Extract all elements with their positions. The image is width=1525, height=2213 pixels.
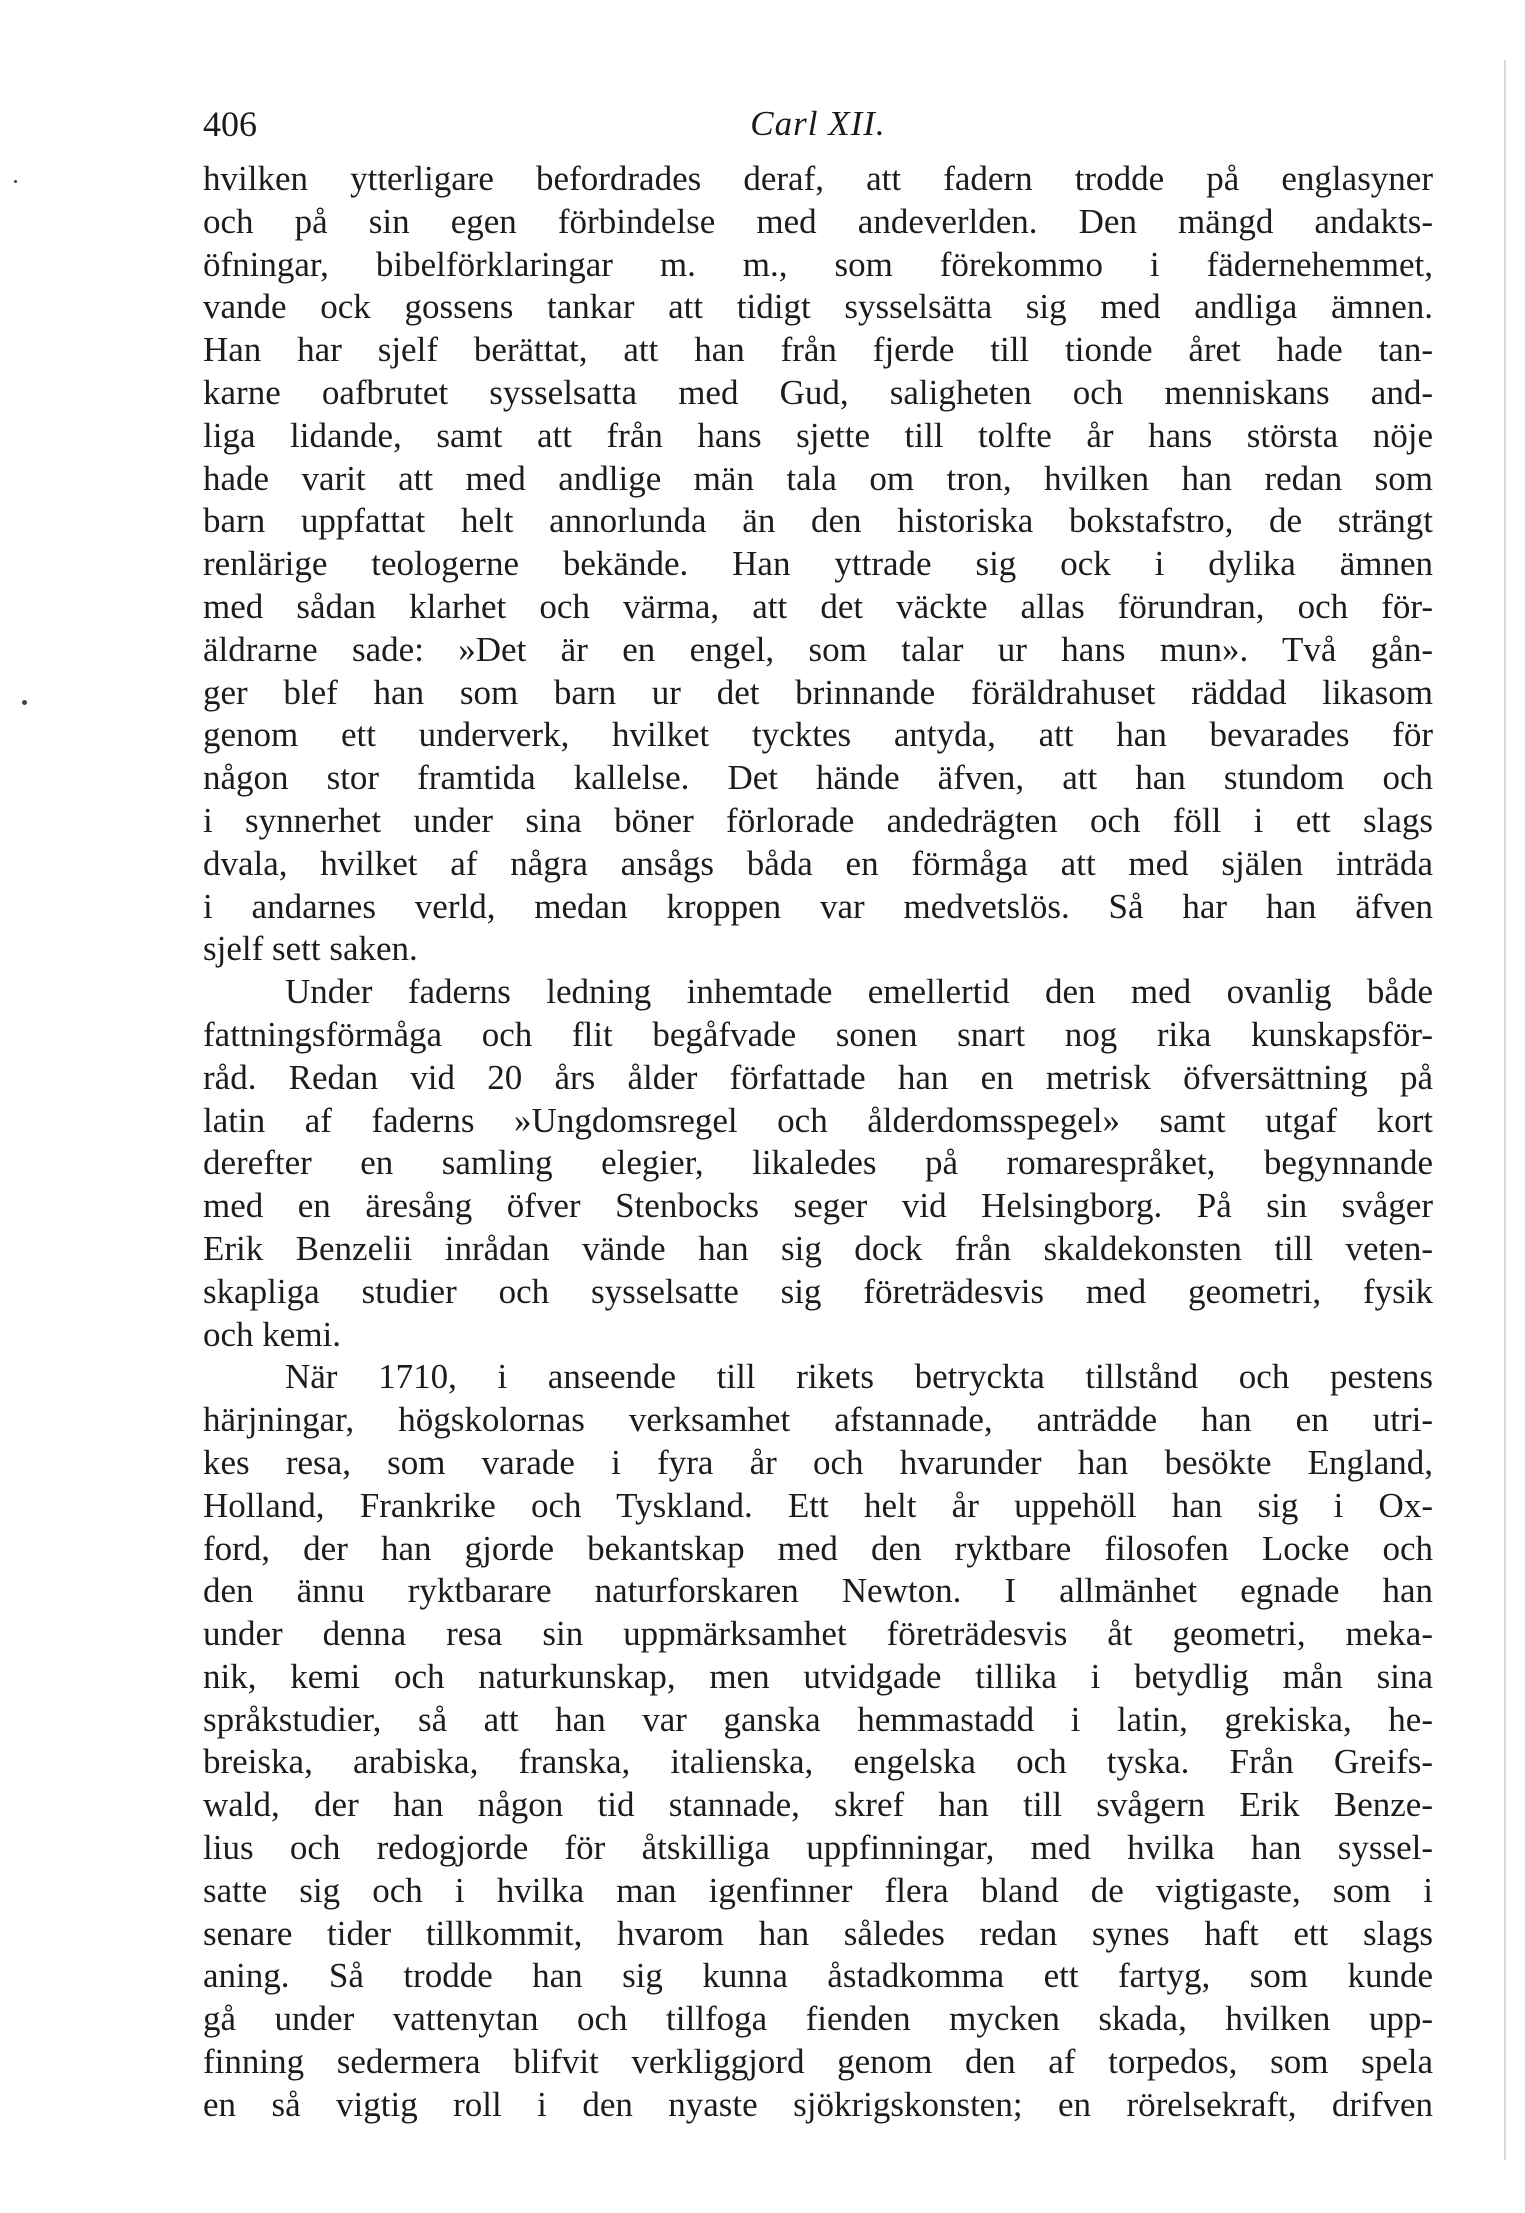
text-line: fattningsförmåga och flit begåfvade sonen snart nog rika kunskapsför- [203, 1014, 1433, 1054]
text-line: hade varit att med andlige män tala om tron, hvilken han redan som [203, 458, 1433, 498]
paragraph-end-line: och kemi. [203, 1314, 342, 1354]
paragraph-first-line: Under faderns ledning inhemtade emellertid den med ovanlig både [285, 972, 1433, 1012]
text-line: dvala, hvilket af några ansågs båda en förmåga att med själen inträda [203, 843, 1433, 883]
paragraph-first-line: När 1710, i anseende till rikets betryckta tillstånd och pestens [285, 1357, 1433, 1397]
running-head [203, 100, 1433, 150]
text-line: kes resa, som varade i fyra år och hvarunder han besökte England, [203, 1442, 1433, 1482]
text-line: Han har sjelf berättat, att han från fjerde till tionde året hade tan- [203, 330, 1433, 370]
text-line: breiska, arabiska, franska, italienska, engelska och tyska. Från Greifs- [203, 1742, 1433, 1782]
text-line: språkstudier, så att han var ganska hemmastadd i latin, grekiska, he- [203, 1699, 1433, 1739]
margin-speck [14, 180, 17, 183]
text-line: i synnerhet under sina böner förlorade andedrägten och föll i ett slags [203, 800, 1433, 840]
text-line: finning sedermera blifvit verkliggjord genom den af torpedos, som spela [203, 2042, 1433, 2082]
text-line: råd. Redan vid 20 års ålder författade han en metrisk öfversättning på [203, 1057, 1433, 1097]
text-line: liga lidande, samt att från hans sjette till tolfte år hans största nöje [203, 415, 1433, 455]
text-line: aning. Så trodde han sig kunna åstadkomma ett fartyg, som kunde [203, 1956, 1433, 1996]
text-line: den ännu ryktbarare naturforskaren Newton. I allmänhet egnade han [203, 1571, 1433, 1611]
text-line: och på sin egen förbindelse med andeverlden. Den mängd andakts- [203, 201, 1433, 241]
margin-speck [22, 700, 27, 705]
text-line: någon stor framtida kallelse. Det hände äfven, att han stundom och [203, 758, 1433, 798]
text-line: härjningar, högskolornas verksamhet afstannade, anträdde han en utri- [203, 1400, 1433, 1440]
text-line: Holland, Frankrike och Tyskland. Ett helt år uppehöll han sig i Ox- [203, 1485, 1433, 1525]
text-line: derefter en samling elegier, likaledes på romarespråket, begynnande [203, 1143, 1433, 1183]
text-line: en så vigtig roll i den nyaste sjökrigskonsten; en rörelsekraft, drifven [203, 2084, 1433, 2124]
text-line: med sådan klarhet och värma, att det väckte allas förundran, och för- [203, 586, 1433, 626]
page-edge-shadow [1504, 60, 1506, 2160]
paragraph-end-line: sjelf sett saken. [203, 929, 418, 969]
body-text [203, 158, 1433, 2127]
text-line: äldrarne sade: »Det är en engel, som talar ur hans mun». Två gån- [203, 629, 1433, 669]
text-line: lius och redogjorde för åtskilliga uppfinningar, med hvilka han syssel- [203, 1828, 1433, 1868]
text-line: latin af faderns »Ungdomsregel och ålderdomsspegel» samt utgaf kort [203, 1100, 1433, 1140]
text-line: satte sig och i hvilka man igenfinner flera bland de vigtigaste, som i [203, 1870, 1433, 1910]
text-line: skapliga studier och sysselsatte sig företrädesvis med geometri, fysik [203, 1271, 1433, 1311]
text-line: renlärige teologerne bekände. Han yttrade sig ock i dylika ämnen [203, 544, 1433, 584]
text-line: ford, der han gjorde bekantskap med den ryktbare filosofen Locke och [203, 1528, 1433, 1568]
text-line: senare tider tillkommit, hvarom han således redan synes haft ett slags [203, 1913, 1433, 1953]
text-line: vande ock gossens tankar att tidigt sysselsätta sig med andliga ämnen. [203, 287, 1433, 327]
text-line: genom ett underverk, hvilket tycktes antyda, att han bevarades för [203, 715, 1433, 755]
text-line: under denna resa sin uppmärksamhet företrädesvis åt geometri, meka- [203, 1614, 1433, 1654]
text-line: barn uppfattat helt annorlunda än den historiska bokstafstro, de strängt [203, 501, 1433, 541]
text-line: ger blef han som barn ur det brinnande föräldrahuset räddad likasom [203, 672, 1433, 712]
text-line: karne oafbrutet sysselsatta med Gud, saligheten och menniskans and- [203, 372, 1433, 412]
running-title: Carl XII. [750, 104, 886, 143]
text-line: Erik Benzelii inrådan vände han sig dock från skaldekonsten till veten- [203, 1228, 1433, 1268]
text-line: gå under vattenytan och tillfoga fienden mycken skada, hvilken upp- [203, 1999, 1433, 2039]
text-line: hvilken ytterligare befordrades deraf, att fadern trodde på englasyner [203, 159, 1433, 198]
page-number: 406 [203, 104, 257, 144]
text-line: med en äresång öfver Stenbocks seger vid Helsingborg. På sin svåger [203, 1186, 1433, 1226]
text-line: nik, kemi och naturkunskap, men utvidgade tillika i betydlig mån sina [203, 1656, 1433, 1696]
text-line: wald, der han någon tid stannade, skref han till svågern Erik Benze- [203, 1785, 1433, 1825]
text-line: i andarnes verld, medan kroppen var medvetslös. Så har han äfven [203, 886, 1433, 926]
text-line: öfningar, bibelförklaringar m. m., som förekommo i fädernehemmet, [203, 244, 1433, 284]
